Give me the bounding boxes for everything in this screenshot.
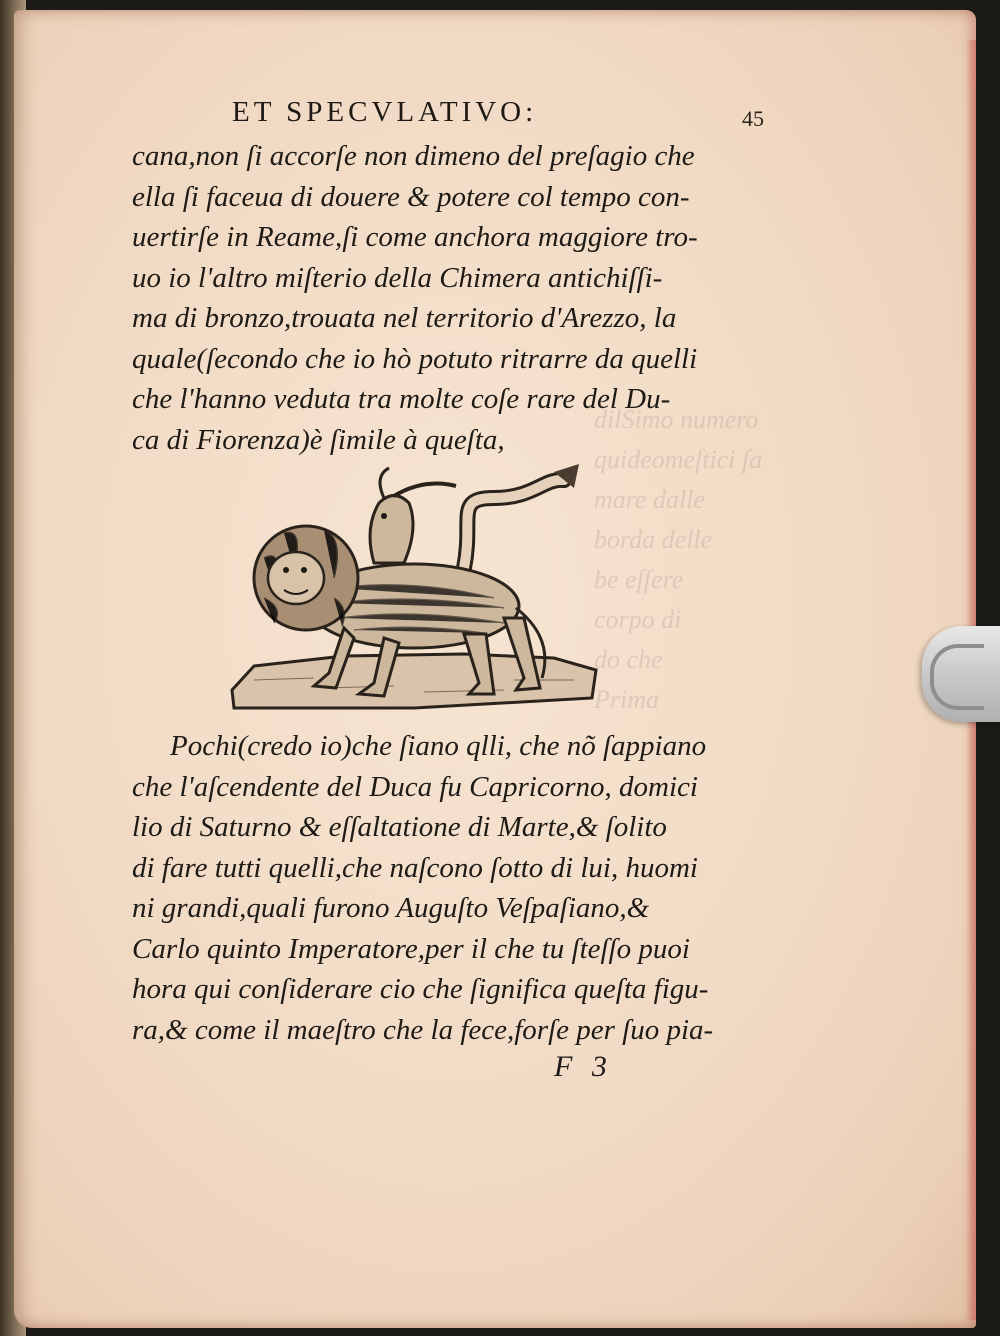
paragraph-2 bbox=[132, 726, 732, 1050]
page-clip-loop bbox=[930, 644, 984, 710]
page-number: 45 bbox=[742, 106, 764, 131]
text-line: ma di bronzo,trouata nel territorio d'Arezzo, la bbox=[132, 302, 677, 334]
text-line: ni grandi,quali furono Auguſto Veſpaſiano,& bbox=[132, 892, 650, 924]
text-line: che l'aſcendente del Duca fu Capricorno, domici bbox=[132, 770, 698, 803]
text-line: lio di Saturno & eſſaltatione di Marte,& ſolito bbox=[132, 811, 667, 843]
paragraph-1 bbox=[132, 136, 732, 460]
running-header: ET SPECVLATIVO: bbox=[232, 96, 538, 128]
text-line: cana,non ſi accorſe non dimeno del preſagio che bbox=[132, 140, 695, 172]
chimera-woodcut-illustration bbox=[224, 458, 609, 720]
text-line: che l'hanno veduta tra molte coſe rare del Du- bbox=[132, 383, 671, 415]
text-line: Pochi(credo io)che ſiano qlli, che nõ ſappiano bbox=[170, 730, 707, 762]
page-clip bbox=[922, 626, 1000, 722]
text-line: quale(ſecondo che io hò potuto ritrarre da quelli bbox=[132, 342, 698, 375]
text-line: di fare tutti quelli,che naſcono ſotto di lui, huomi bbox=[132, 851, 698, 884]
book-page bbox=[14, 10, 976, 1328]
text-line: uertirſe in Reame,ſi come anchora maggiore tro- bbox=[132, 221, 698, 253]
text-line: Carlo quinto Imperatore,per il che tu ſteſſo puoi bbox=[132, 932, 690, 965]
text-line: uo io l'altro miſterio della Chimera antichiſſi- bbox=[132, 261, 663, 294]
signature-mark: F 3 bbox=[554, 1050, 613, 1083]
text-line: hora qui conſiderare cio che ſignifica queſta figu- bbox=[132, 973, 709, 1005]
text-line: ella ſi faceua di douere & potere col tempo con- bbox=[132, 180, 690, 213]
show-through-text: dilSimo numero quideomeſtici ſa mare dalle borda delle be eſſere corpo di do che Prima bbox=[594, 405, 763, 714]
text-line: ca di Fiorenza)è ſimile à queſta, bbox=[132, 423, 505, 456]
text-line: ra,& come il maeſtro che la fece,forſe per ſuo pia- bbox=[132, 1013, 714, 1046]
